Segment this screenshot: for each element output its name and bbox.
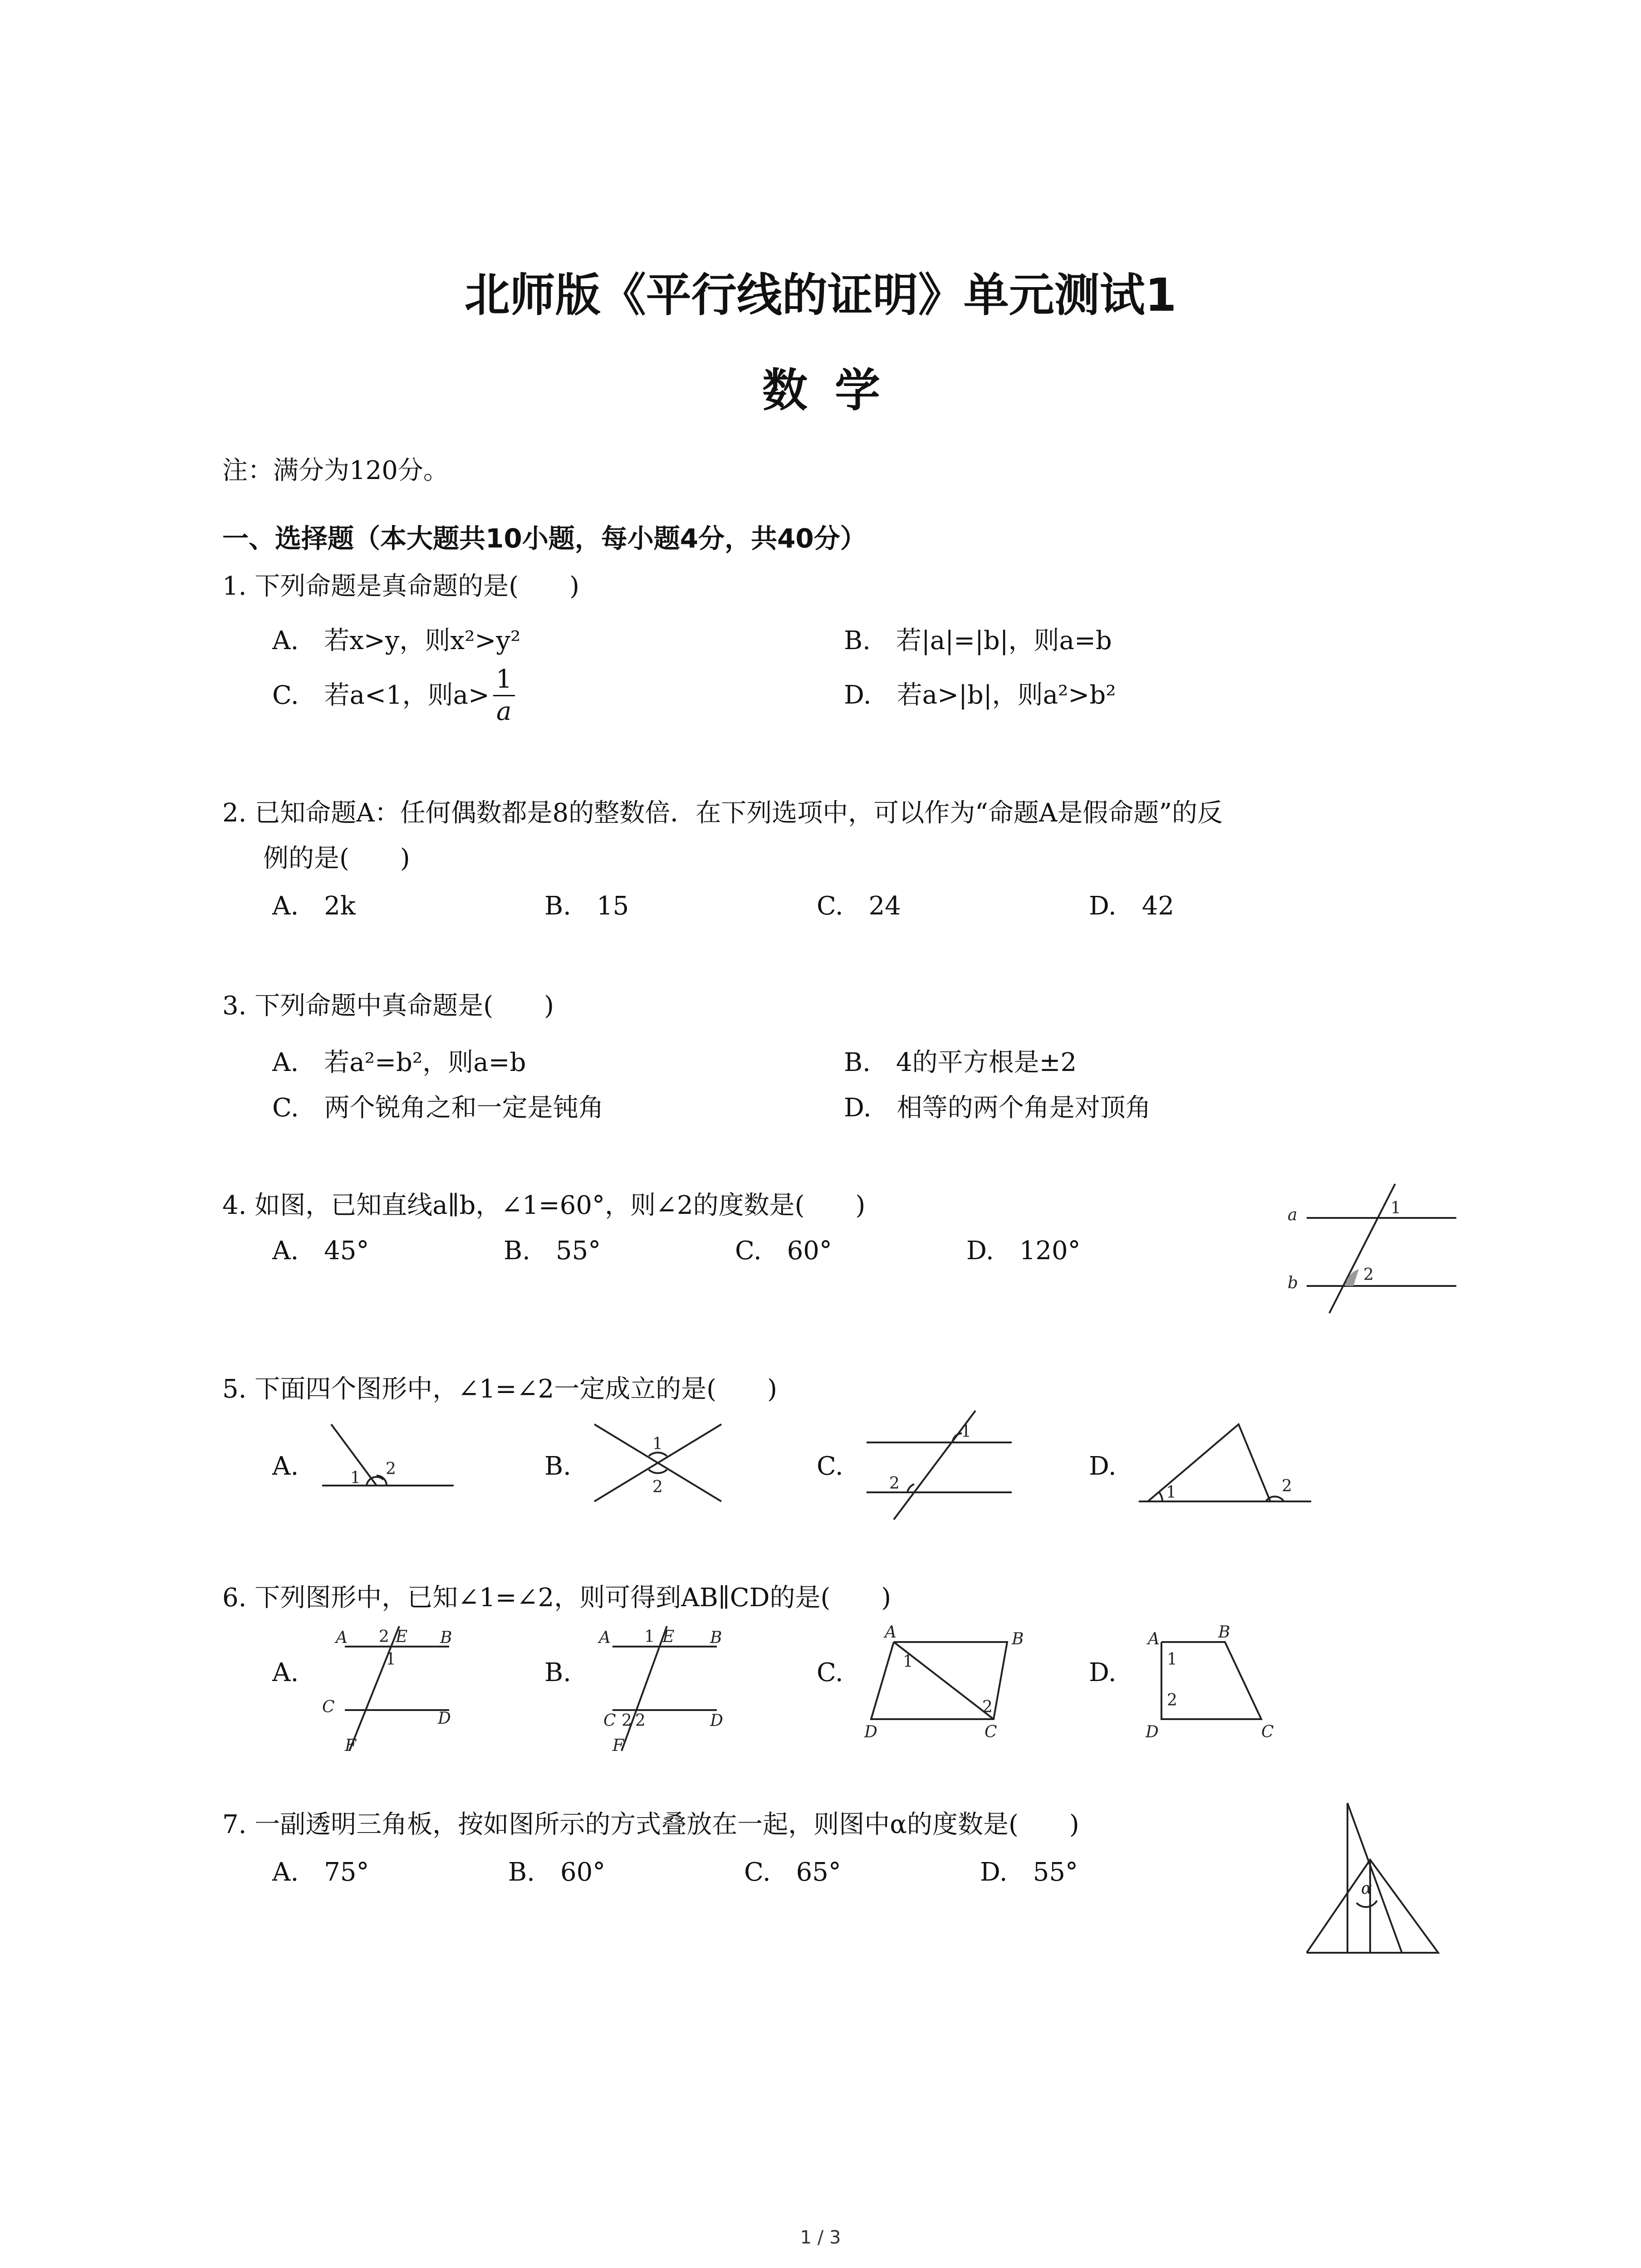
q4-figure	[1279, 1175, 1461, 1320]
q4-option-a: A. 45°	[272, 1236, 369, 1266]
q5-option-d: D.	[1089, 1452, 1117, 1481]
label-2: 2	[1282, 1477, 1292, 1496]
label-1: 1	[652, 1435, 663, 1453]
q6-figure-c	[862, 1624, 1043, 1742]
q1-option-d: D. 若a>|b|，则a²>b²	[844, 680, 1116, 710]
label-b: b	[1288, 1274, 1298, 1292]
q7-stem: 7. 一副透明三角板，按如图所示的方式叠放在一起，则图中α的度数是( )	[222, 1810, 1079, 1839]
label-B: B	[440, 1628, 452, 1647]
q4-option-b: B. 55°	[504, 1236, 601, 1266]
label-1: 1	[350, 1469, 361, 1487]
label-C: C	[1261, 1723, 1274, 1741]
label-2: 2	[889, 1474, 900, 1493]
q1-stem: 1. 下列命题是真命题的是( )	[222, 572, 579, 601]
label-2: 2	[652, 1478, 663, 1496]
q1-option-a: A. 若x>y，则x²>y²	[272, 626, 521, 655]
q6-option-d: D.	[1089, 1658, 1117, 1687]
page-number: 1 / 3	[800, 2227, 841, 2248]
label-D: D	[710, 1711, 723, 1730]
label-F: F	[612, 1736, 624, 1755]
label-1: 1	[903, 1652, 913, 1671]
label-B: B	[1218, 1623, 1230, 1642]
label-B: B	[1012, 1630, 1024, 1648]
label-angle-2: 2	[1363, 1266, 1374, 1284]
label-D: D	[1146, 1723, 1159, 1741]
q7-option-d: D. 55°	[980, 1857, 1078, 1887]
label-1: 1	[1166, 1483, 1176, 1502]
q6-figure-a	[318, 1619, 472, 1755]
q2-stem-line1: 2. 已知命题A：任何偶数都是8的整数倍．在下列选项中，可以作为“命题A是假命题”的反	[222, 798, 1223, 828]
q2-option-d: D. 42	[1089, 891, 1174, 921]
label-alpha: α	[1361, 1879, 1372, 1898]
q2-option-c: C. 24	[817, 891, 901, 921]
label-D: D	[864, 1723, 877, 1741]
q6-option-c: C.	[817, 1658, 843, 1687]
label-2: 2	[386, 1460, 396, 1478]
q5-option-b: B.	[544, 1452, 571, 1481]
q7-option-a: A. 75°	[272, 1857, 369, 1887]
label-A: A	[599, 1628, 611, 1647]
subject-title: 数学	[762, 364, 907, 417]
label-1: 1	[1167, 1650, 1177, 1669]
q6-stem: 6. 下列图形中，已知∠1=∠2，则可得到AB∥CD的是( )	[222, 1583, 892, 1613]
q7-option-b: B. 60°	[508, 1857, 606, 1887]
q5-figure-c	[857, 1402, 1021, 1524]
label-2: 2	[982, 1698, 993, 1716]
q4-option-d: D. 120°	[966, 1236, 1081, 1266]
q1-option-b: B. 若|a|=|b|，则a=b	[844, 626, 1112, 655]
label-a: a	[1288, 1206, 1298, 1224]
label-1: 1	[386, 1650, 396, 1669]
fraction	[493, 667, 515, 724]
q3-option-c: C. 两个锐角之和一定是钝角	[272, 1093, 604, 1123]
label-angle-1: 1	[1391, 1199, 1401, 1217]
q6-option-a: A.	[272, 1658, 299, 1687]
label-2: 2	[379, 1628, 389, 1646]
q2-option-a: A. 2k	[272, 891, 356, 921]
label-1: 1	[961, 1422, 971, 1441]
q3-stem: 3. 下列命题中真命题是( )	[222, 991, 554, 1021]
q5-option-a: A.	[272, 1452, 299, 1481]
q3-option-d: D. 相等的两个角是对顶角	[844, 1093, 1151, 1123]
q2-option-b: B. 15	[544, 891, 629, 921]
label-C: C	[322, 1698, 335, 1716]
q1-option-c	[272, 667, 515, 724]
label-D: D	[438, 1709, 451, 1728]
label-E: E	[396, 1628, 408, 1646]
q5-stem: 5. 下面四个图形中，∠1=∠2一定成立的是( )	[222, 1374, 777, 1404]
label-E: E	[662, 1628, 675, 1646]
note: 注：满分为120分。	[222, 456, 449, 485]
q4-stem: 4. 如图，已知直线a∥b，∠1=60°，则∠2的度数是( )	[222, 1191, 866, 1220]
label-A: A	[885, 1623, 896, 1642]
q5-option-c: C.	[817, 1452, 843, 1481]
q1-option-c-text: C. 若a<1，则a>	[272, 680, 490, 710]
label-B: B	[710, 1628, 722, 1647]
q6-figure-b	[590, 1619, 744, 1755]
label-A: A	[336, 1628, 348, 1647]
q6-figure-d	[1134, 1624, 1316, 1742]
q3-option-b: B. 4的平方根是±2	[844, 1048, 1077, 1077]
label-C: C	[985, 1723, 997, 1741]
label-1: 1	[644, 1628, 655, 1646]
transversal-line	[1329, 1184, 1395, 1313]
fraction-numerator: 1	[493, 667, 515, 696]
label-2: 2	[622, 1711, 632, 1730]
q7-figure	[1298, 1796, 1452, 1969]
page-title: 北师版《平行线的证明》单元测试1	[464, 269, 1177, 322]
label-2: 2	[1167, 1691, 1177, 1710]
label-F: F	[345, 1736, 356, 1755]
q5-figure-a	[318, 1411, 463, 1501]
q4-option-c: C. 60°	[735, 1236, 832, 1266]
q6-option-b: B.	[544, 1658, 571, 1687]
q2-stem-line2: 例的是( )	[263, 844, 410, 873]
q3-option-a: A. 若a²=b²，则a=b	[272, 1048, 526, 1077]
section-heading: 一、选择题（本大题共10小题，每小题4分，共40分）	[222, 523, 867, 554]
q5-figure-d	[1134, 1411, 1316, 1515]
q7-option-c: C. 65°	[744, 1857, 841, 1887]
fraction-denominator: a	[496, 697, 512, 726]
label-C: C	[603, 1711, 616, 1730]
label-A: A	[1148, 1630, 1160, 1648]
q5-figure-b	[585, 1411, 740, 1515]
label-2b: 2	[635, 1711, 646, 1730]
